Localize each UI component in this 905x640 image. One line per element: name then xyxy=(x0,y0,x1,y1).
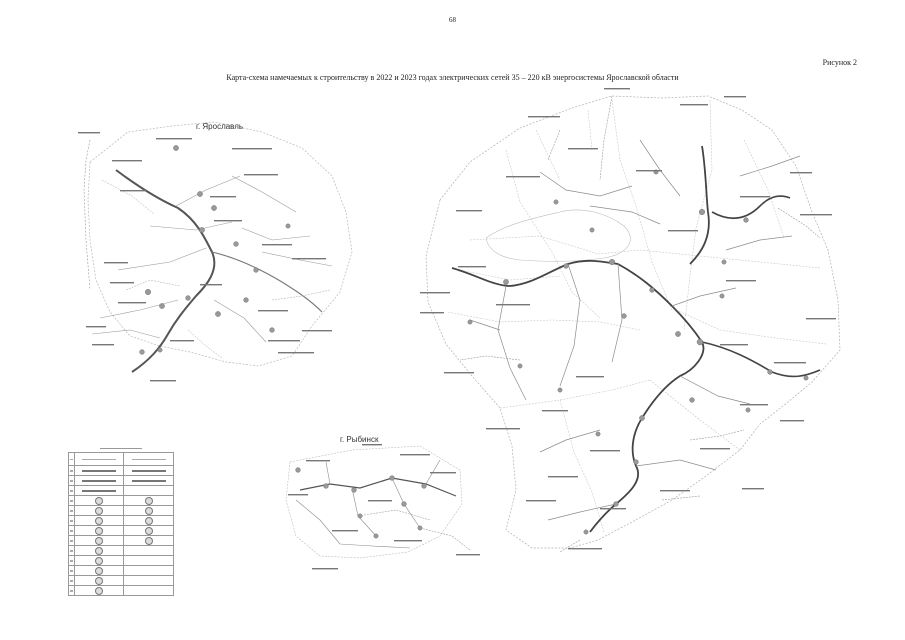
legend-cell xyxy=(124,476,174,486)
legend-cell xyxy=(124,566,174,576)
legend-cell xyxy=(74,536,124,546)
legend-cell xyxy=(124,576,174,586)
region-main-map xyxy=(420,88,840,552)
legend-cell xyxy=(124,536,174,546)
legend-cell xyxy=(74,453,124,466)
legend-row xyxy=(69,466,174,476)
legend-title xyxy=(68,448,174,449)
legend-row xyxy=(69,516,174,526)
legend-row xyxy=(69,496,174,506)
legend-cell xyxy=(124,466,174,476)
main-line-northeast xyxy=(712,196,790,218)
rybinsk-inset-map xyxy=(286,444,480,569)
map-title: Карта-схема намечаемых к строительству в 2022 и 2023 годах электрических сетей 35 – 220 кВ энергосистемы Ярославской области xyxy=(226,73,679,82)
figure-label: Рисунок 2 xyxy=(822,58,857,67)
legend-row xyxy=(69,486,174,496)
main-line-north xyxy=(690,146,709,264)
main-line-east xyxy=(702,342,820,376)
yaroslavl-label: г. Ярославль xyxy=(196,122,244,131)
legend-cell xyxy=(124,516,174,526)
legend-cell xyxy=(124,496,174,506)
legend-cell xyxy=(124,546,174,556)
legend-cell xyxy=(74,466,124,476)
legend-row xyxy=(69,546,174,556)
page-number: 68 xyxy=(449,16,456,24)
legend-row xyxy=(69,536,174,546)
main-line-volga xyxy=(590,264,703,532)
legend-cell xyxy=(74,476,124,486)
yaroslavl-border xyxy=(88,122,352,366)
legend-cell xyxy=(124,486,174,496)
legend-row xyxy=(69,476,174,486)
legend-table xyxy=(68,452,174,596)
rybinsk-reservoir-shore xyxy=(486,210,630,261)
legend-cell xyxy=(74,586,124,596)
legend-row xyxy=(69,576,174,586)
legend-header-row xyxy=(69,453,174,466)
legend-cell xyxy=(74,496,124,506)
rybinsk-main-line xyxy=(300,478,456,496)
legend-cell xyxy=(74,566,124,576)
legend-row xyxy=(69,506,174,516)
map-legend xyxy=(68,448,174,596)
legend-row xyxy=(69,586,174,596)
legend-cell xyxy=(124,453,174,466)
legend-cell xyxy=(74,526,124,536)
legend-cell xyxy=(74,506,124,516)
legend-row xyxy=(69,556,174,566)
volga-river xyxy=(116,170,214,372)
legend-cell xyxy=(74,486,124,496)
legend-cell xyxy=(124,556,174,566)
legend-cell xyxy=(74,576,124,586)
legend-cell xyxy=(74,556,124,566)
legend-cell xyxy=(124,506,174,516)
legend-cell xyxy=(74,516,124,526)
legend-cell xyxy=(124,526,174,536)
legend-row xyxy=(69,526,174,536)
yaroslavl-inset-map xyxy=(78,122,352,381)
legend-cell xyxy=(74,546,124,556)
legend-row xyxy=(69,566,174,576)
rybinsk-label: г. Рыбинск xyxy=(340,435,379,444)
feeder-lines xyxy=(460,96,820,552)
legend-cell xyxy=(124,586,174,596)
